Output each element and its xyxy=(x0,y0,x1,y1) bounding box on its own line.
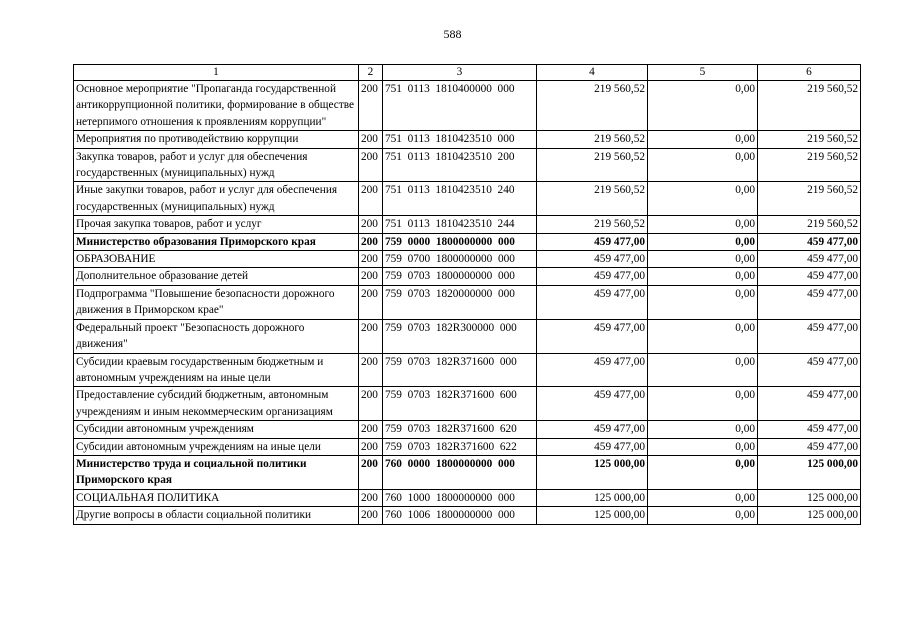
row-total: 219 560,52 xyxy=(758,81,861,131)
table-row xyxy=(74,268,861,285)
table-body xyxy=(74,81,861,525)
row-classification: 759 0000 1800000000 000 xyxy=(383,233,537,250)
row-name: Субсидии автономным учреждениям на иные цели xyxy=(74,438,359,455)
budget-table xyxy=(73,64,861,525)
row-code: 200 xyxy=(359,507,383,524)
row-name: Основное мероприятие "Пропаганда государственной антикоррупционной политики, формирование в обществе нетерпимого отношения к проявлениям коррупции" xyxy=(74,81,359,131)
row-amount: 459 477,00 xyxy=(537,438,648,455)
row-amount: 459 477,00 xyxy=(537,268,648,285)
row-total: 125 000,00 xyxy=(758,455,861,489)
table-row xyxy=(74,233,861,250)
row-code: 200 xyxy=(359,148,383,182)
row-code: 200 xyxy=(359,387,383,421)
row-change: 0,00 xyxy=(648,319,758,353)
row-name: ОБРАЗОВАНИЕ xyxy=(74,251,359,268)
table-row xyxy=(74,387,861,421)
table-row xyxy=(74,353,861,387)
row-classification: 751 0113 1810423510 240 xyxy=(383,182,537,216)
row-classification: 759 0703 182R371600 620 xyxy=(383,421,537,438)
header-col-1: 1 xyxy=(74,65,359,81)
table-row xyxy=(74,285,861,319)
row-name: Федеральный проект "Безопасность дорожного движения" xyxy=(74,319,359,353)
row-change: 0,00 xyxy=(648,233,758,250)
row-name: Прочая закупка товаров, работ и услуг xyxy=(74,216,359,233)
row-change: 0,00 xyxy=(648,251,758,268)
row-name: Мероприятия по противодействию коррупции xyxy=(74,131,359,148)
row-name: Подпрограмма "Повышение безопасности дорожного движения в Приморском крае" xyxy=(74,285,359,319)
row-amount: 459 477,00 xyxy=(537,421,648,438)
row-total: 459 477,00 xyxy=(758,421,861,438)
table-row xyxy=(74,148,861,182)
row-code: 200 xyxy=(359,216,383,233)
row-change: 0,00 xyxy=(648,489,758,506)
row-amount: 219 560,52 xyxy=(537,182,648,216)
row-name: Министерство труда и социальной политики Приморского края xyxy=(74,455,359,489)
row-code: 200 xyxy=(359,421,383,438)
row-classification: 759 0703 182R300000 000 xyxy=(383,319,537,353)
header-row xyxy=(74,65,861,81)
row-classification: 759 0700 1800000000 000 xyxy=(383,251,537,268)
row-total: 459 477,00 xyxy=(758,268,861,285)
row-code: 200 xyxy=(359,131,383,148)
row-total: 219 560,52 xyxy=(758,148,861,182)
row-classification: 759 0703 1800000000 000 xyxy=(383,268,537,285)
row-amount: 219 560,52 xyxy=(537,131,648,148)
row-classification: 759 0703 1820000000 000 xyxy=(383,285,537,319)
table-row xyxy=(74,81,861,131)
header-col-5: 5 xyxy=(648,65,758,81)
row-classification: 751 0113 1810423510 200 xyxy=(383,148,537,182)
table-header xyxy=(74,65,861,81)
row-code: 200 xyxy=(359,268,383,285)
row-change: 0,00 xyxy=(648,131,758,148)
table-row xyxy=(74,319,861,353)
row-change: 0,00 xyxy=(648,268,758,285)
row-classification: 751 0113 1810400000 000 xyxy=(383,81,537,131)
row-change: 0,00 xyxy=(648,387,758,421)
row-change: 0,00 xyxy=(648,438,758,455)
row-code: 200 xyxy=(359,81,383,131)
row-name: Другие вопросы в области социальной политики xyxy=(74,507,359,524)
row-classification: 751 0113 1810423510 000 xyxy=(383,131,537,148)
row-amount: 125 000,00 xyxy=(537,455,648,489)
row-total: 459 477,00 xyxy=(758,438,861,455)
row-code: 200 xyxy=(359,455,383,489)
row-code: 200 xyxy=(359,319,383,353)
row-total: 125 000,00 xyxy=(758,507,861,524)
row-change: 0,00 xyxy=(648,285,758,319)
row-code: 200 xyxy=(359,251,383,268)
row-total: 459 477,00 xyxy=(758,233,861,250)
row-classification: 759 0703 182R371600 622 xyxy=(383,438,537,455)
row-amount: 125 000,00 xyxy=(537,507,648,524)
table-row xyxy=(74,182,861,216)
row-total: 219 560,52 xyxy=(758,131,861,148)
row-total: 125 000,00 xyxy=(758,489,861,506)
row-amount: 459 477,00 xyxy=(537,387,648,421)
row-code: 200 xyxy=(359,438,383,455)
row-code: 200 xyxy=(359,489,383,506)
header-col-6: 6 xyxy=(758,65,861,81)
row-code: 200 xyxy=(359,353,383,387)
row-code: 200 xyxy=(359,233,383,250)
row-total: 219 560,52 xyxy=(758,182,861,216)
row-total: 459 477,00 xyxy=(758,319,861,353)
row-total: 459 477,00 xyxy=(758,387,861,421)
row-amount: 125 000,00 xyxy=(537,489,648,506)
row-name: Субсидии автономным учреждениям xyxy=(74,421,359,438)
row-classification: 759 0703 182R371600 600 xyxy=(383,387,537,421)
header-col-3: 3 xyxy=(383,65,537,81)
row-amount: 219 560,52 xyxy=(537,81,648,131)
row-amount: 459 477,00 xyxy=(537,353,648,387)
row-classification: 760 1006 1800000000 000 xyxy=(383,507,537,524)
header-col-4: 4 xyxy=(537,65,648,81)
header-col-2: 2 xyxy=(359,65,383,81)
table-row xyxy=(74,438,861,455)
table-row xyxy=(74,131,861,148)
row-name: Предоставление субсидий бюджетным, автономным учреждениям и иным некоммерческим организациям xyxy=(74,387,359,421)
row-amount: 459 477,00 xyxy=(537,233,648,250)
row-code: 200 xyxy=(359,182,383,216)
row-amount: 459 477,00 xyxy=(537,251,648,268)
row-total: 459 477,00 xyxy=(758,251,861,268)
row-change: 0,00 xyxy=(648,148,758,182)
row-total: 459 477,00 xyxy=(758,285,861,319)
row-amount: 219 560,52 xyxy=(537,216,648,233)
row-change: 0,00 xyxy=(648,216,758,233)
row-change: 0,00 xyxy=(648,421,758,438)
row-name: Иные закупки товаров, работ и услуг для обеспечения государственных (муниципальных) нужд xyxy=(74,182,359,216)
row-name: Дополнительное образование детей xyxy=(74,268,359,285)
row-change: 0,00 xyxy=(648,455,758,489)
row-classification: 751 0113 1810423510 244 xyxy=(383,216,537,233)
row-amount: 459 477,00 xyxy=(537,285,648,319)
table-row xyxy=(74,489,861,506)
row-change: 0,00 xyxy=(648,182,758,216)
page-number: 588 xyxy=(443,27,462,41)
table-row xyxy=(74,421,861,438)
row-name: Министерство образования Приморского края xyxy=(74,233,359,250)
row-code: 200 xyxy=(359,285,383,319)
row-amount: 459 477,00 xyxy=(537,319,648,353)
row-change: 0,00 xyxy=(648,353,758,387)
table-row xyxy=(74,251,861,268)
row-classification: 759 0703 182R371600 000 xyxy=(383,353,537,387)
row-classification: 760 0000 1800000000 000 xyxy=(383,455,537,489)
row-name: Закупка товаров, работ и услуг для обеспечения государственных (муниципальных) нужд xyxy=(74,148,359,182)
row-name: СОЦИАЛЬНАЯ ПОЛИТИКА xyxy=(74,489,359,506)
table-row xyxy=(74,216,861,233)
row-change: 0,00 xyxy=(648,507,758,524)
row-name: Субсидии краевым государственным бюджетным и автономным учреждениям на иные цели xyxy=(74,353,359,387)
row-classification: 760 1000 1800000000 000 xyxy=(383,489,537,506)
table-row xyxy=(74,507,861,524)
row-total: 219 560,52 xyxy=(758,216,861,233)
row-amount: 219 560,52 xyxy=(537,148,648,182)
row-total: 459 477,00 xyxy=(758,353,861,387)
table-row xyxy=(74,455,861,489)
row-change: 0,00 xyxy=(648,81,758,131)
